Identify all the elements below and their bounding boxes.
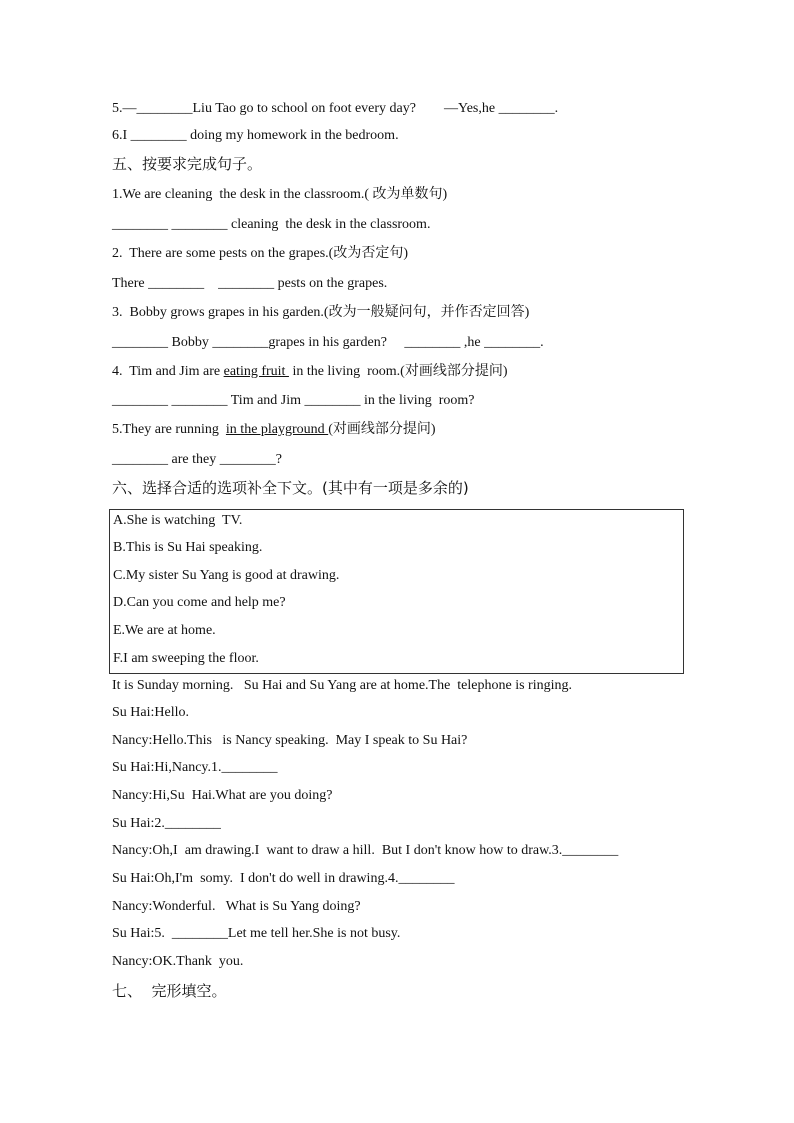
dialogue-line: Su Hai:Hello.	[112, 705, 189, 720]
dialogue-line: Nancy:OK.Thank you.	[112, 954, 244, 969]
dialogue-line: Nancy:Hi,Su Hai.What are you doing?	[112, 788, 333, 803]
options-box	[109, 509, 684, 674]
sentence-4	[112, 363, 507, 381]
sentence-5-start: 5.They are running	[112, 422, 226, 437]
sentence-4-start: 4. Tim and Jim are	[112, 364, 224, 379]
section-7-title: 七、 完形填空。	[112, 982, 227, 1000]
dialogue-line: Su Hai:Oh,I'm somy. I don't do well in drawing.4.________	[112, 871, 455, 886]
sentence-5	[112, 421, 436, 439]
dialogue-line: Su Hai:2.________	[112, 816, 221, 831]
section-6-title: 六、选择合适的选项补全下文。(其中有一项是多余的)	[112, 479, 469, 497]
option-c: C.My sister Su Yang is good at drawing.	[113, 568, 340, 583]
sentence-2-answer: There ________ ________ pests on the grapes.	[112, 276, 388, 291]
dialogue-line: Su Hai:5. ________Let me tell her.She is not busy.	[112, 926, 401, 941]
dialogue-line: Su Hai:Hi,Nancy.1.________	[112, 760, 278, 775]
dialogue-line: Nancy:Wonderful. What is Su Yang doing?	[112, 899, 361, 914]
sentence-4-underlined: eating fruit	[223, 364, 289, 379]
sentence-5-end: (对画线部分提问)	[328, 422, 436, 437]
dialogue-intro: It is Sunday morning. Su Hai and Su Yang are at home.The telephone is ringing.	[112, 678, 572, 693]
sentence-2: 2. There are some pests on the grapes.(改为否定句)	[112, 246, 408, 261]
option-a: A.She is watching TV.	[113, 513, 243, 528]
option-e: E.We are at home.	[113, 623, 216, 638]
sentence-1-answer: ________ ________ cleaning the desk in the classroom.	[112, 217, 431, 232]
section-5-title: 五、按要求完成句子。	[112, 155, 263, 173]
sentence-3-answer: ________ Bobby ________grapes in his garden? ________ ,he ________.	[112, 335, 544, 350]
sentence-3: 3. Bobby grows grapes in his garden.(改为一般疑问句，并作否定回答)	[112, 305, 530, 320]
question-5: 5.—________Liu Tao go to school on foot every day? —Yes,he ________.	[112, 101, 559, 116]
option-b: B.This is Su Hai speaking.	[113, 540, 263, 555]
option-f: F.I am sweeping the floor.	[113, 651, 259, 666]
sentence-5-underlined: in the playground	[225, 422, 329, 437]
sentence-1: 1.We are cleaning the desk in the classroom.( 改为单数句)	[112, 187, 448, 202]
dialogue-line: Nancy:Hello.This is Nancy speaking. May I speak to Su Hai?	[112, 733, 468, 748]
sentence-4-answer: ________ ________ Tim and Jim ________ in the living room?	[112, 393, 475, 408]
sentence-5-answer: ________ are they ________?	[112, 452, 282, 467]
sentence-4-end: in the living room.(对画线部分提问)	[288, 364, 508, 379]
question-6: 6.I ________ doing my homework in the bedroom.	[112, 128, 399, 143]
dialogue-line: Nancy:Oh,I am drawing.I want to draw a hill. But I don't know how to draw.3.________	[112, 843, 619, 858]
option-d: D.Can you come and help me?	[113, 595, 286, 610]
